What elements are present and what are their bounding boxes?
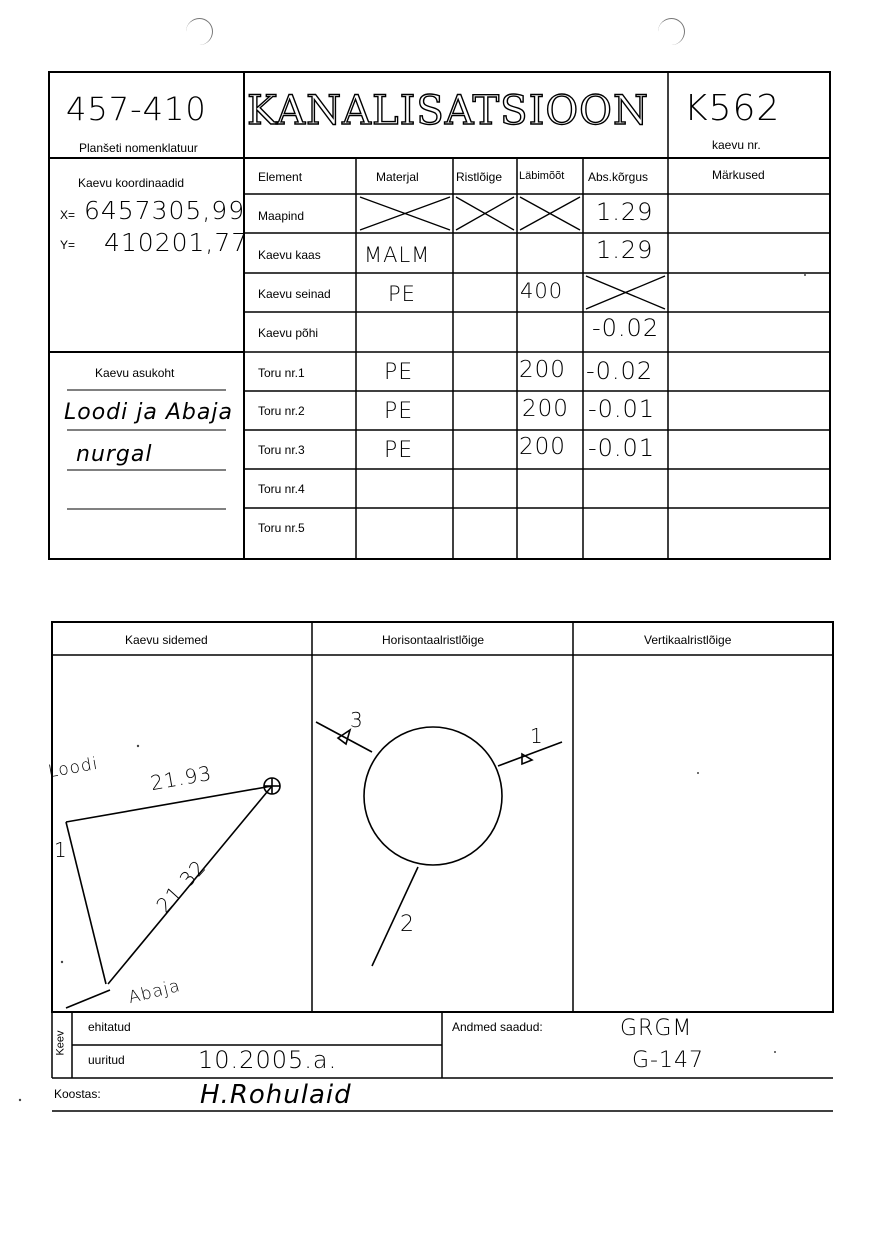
plansheet-number: 457-410 <box>66 90 207 128</box>
abs-height-cell: -0.01 <box>588 434 656 462</box>
row-label: Kaevu seinad <box>258 287 331 301</box>
material-cell: PE <box>384 399 414 424</box>
distance-diagonal: 21.32 <box>151 854 211 918</box>
distance-top: 21.93 <box>148 760 214 796</box>
street-label-top: Loodi <box>46 753 100 783</box>
row-label: Toru nr.5 <box>258 521 305 535</box>
pipe-1-label: 1 <box>530 724 544 748</box>
renovated-value: 10.2005.a. <box>198 1046 338 1074</box>
built-label: ehitatud <box>88 1020 131 1034</box>
row-label: Toru nr.3 <box>258 443 305 457</box>
street-label-bottom: Abaja <box>126 975 183 1009</box>
pipe-2-label: 2 <box>400 912 415 937</box>
abs-height-cell: -0.02 <box>592 314 660 342</box>
col-header-diameter: Läbimõõt <box>519 170 565 182</box>
material-cell: PE <box>384 360 414 385</box>
diameter-cell: 200 <box>519 434 566 460</box>
row-label: Toru nr.1 <box>258 366 305 380</box>
vertical-section-header: Vertikaalristlõige <box>644 633 732 647</box>
pipe-3-label: 3 <box>350 708 364 732</box>
row-label: Toru nr.2 <box>258 404 305 418</box>
diameter-cell: 400 <box>520 279 564 303</box>
material-cell: PE <box>388 282 416 306</box>
col-header-abs-height: Abs.kõrgus <box>588 170 649 184</box>
row-label: Toru nr.4 <box>258 482 305 496</box>
form-title: KANALISATSIOON <box>247 88 649 134</box>
plansheet-label: Planšeti nomenklatuur <box>79 141 198 155</box>
data-source-label: Andmed saadud: <box>452 1020 543 1034</box>
col-header-notes: Märkused <box>712 168 765 182</box>
well-number-label: kaevu nr. <box>712 138 761 152</box>
side-label: 1 <box>54 838 68 862</box>
keev-label: Keev <box>54 1030 67 1056</box>
y-prefix: Y= <box>60 238 76 252</box>
coords-label: Kaevu koordinaadid <box>78 176 185 190</box>
x-coordinate: 6457305,99 <box>84 196 246 225</box>
well-number-value: K562 <box>684 88 781 129</box>
row-label: Maapind <box>258 209 305 223</box>
location-line-1: Loodi ja Abaja <box>64 400 233 425</box>
col-header-material: Materjal <box>376 170 419 184</box>
diameter-cell: 200 <box>519 357 566 383</box>
ties-column-header: Kaevu sidemed <box>125 633 208 647</box>
author-value: H.Rohulaid <box>200 1080 352 1110</box>
renovated-label: uuritud <box>88 1053 125 1067</box>
material-cell: MALM <box>364 243 431 267</box>
data-source-value-2: G-147 <box>632 1048 704 1073</box>
location-label: Kaevu asukoht <box>95 366 175 380</box>
location-line-2: nurgal <box>76 442 153 467</box>
abs-height-cell: 1.29 <box>596 198 654 226</box>
data-source-value-1: GRGM <box>620 1016 693 1041</box>
abs-height-cell: -0.02 <box>586 357 654 385</box>
col-header-cross-section: Ristlõige <box>456 170 503 184</box>
x-prefix: X= <box>60 208 76 222</box>
material-cell: PE <box>384 438 414 463</box>
abs-height-cell: -0.01 <box>588 395 656 423</box>
row-label: Kaevu kaas <box>258 248 321 262</box>
horizontal-section-header: Horisontaalristlõige <box>382 633 485 647</box>
diameter-cell: 200 <box>522 396 569 422</box>
author-label: Koostas: <box>54 1087 101 1101</box>
row-label: Kaevu põhi <box>258 326 319 340</box>
col-header-element: Element <box>258 170 303 184</box>
abs-height-cell: 1.29 <box>596 236 654 264</box>
y-coordinate: 410201,77 <box>104 228 249 257</box>
